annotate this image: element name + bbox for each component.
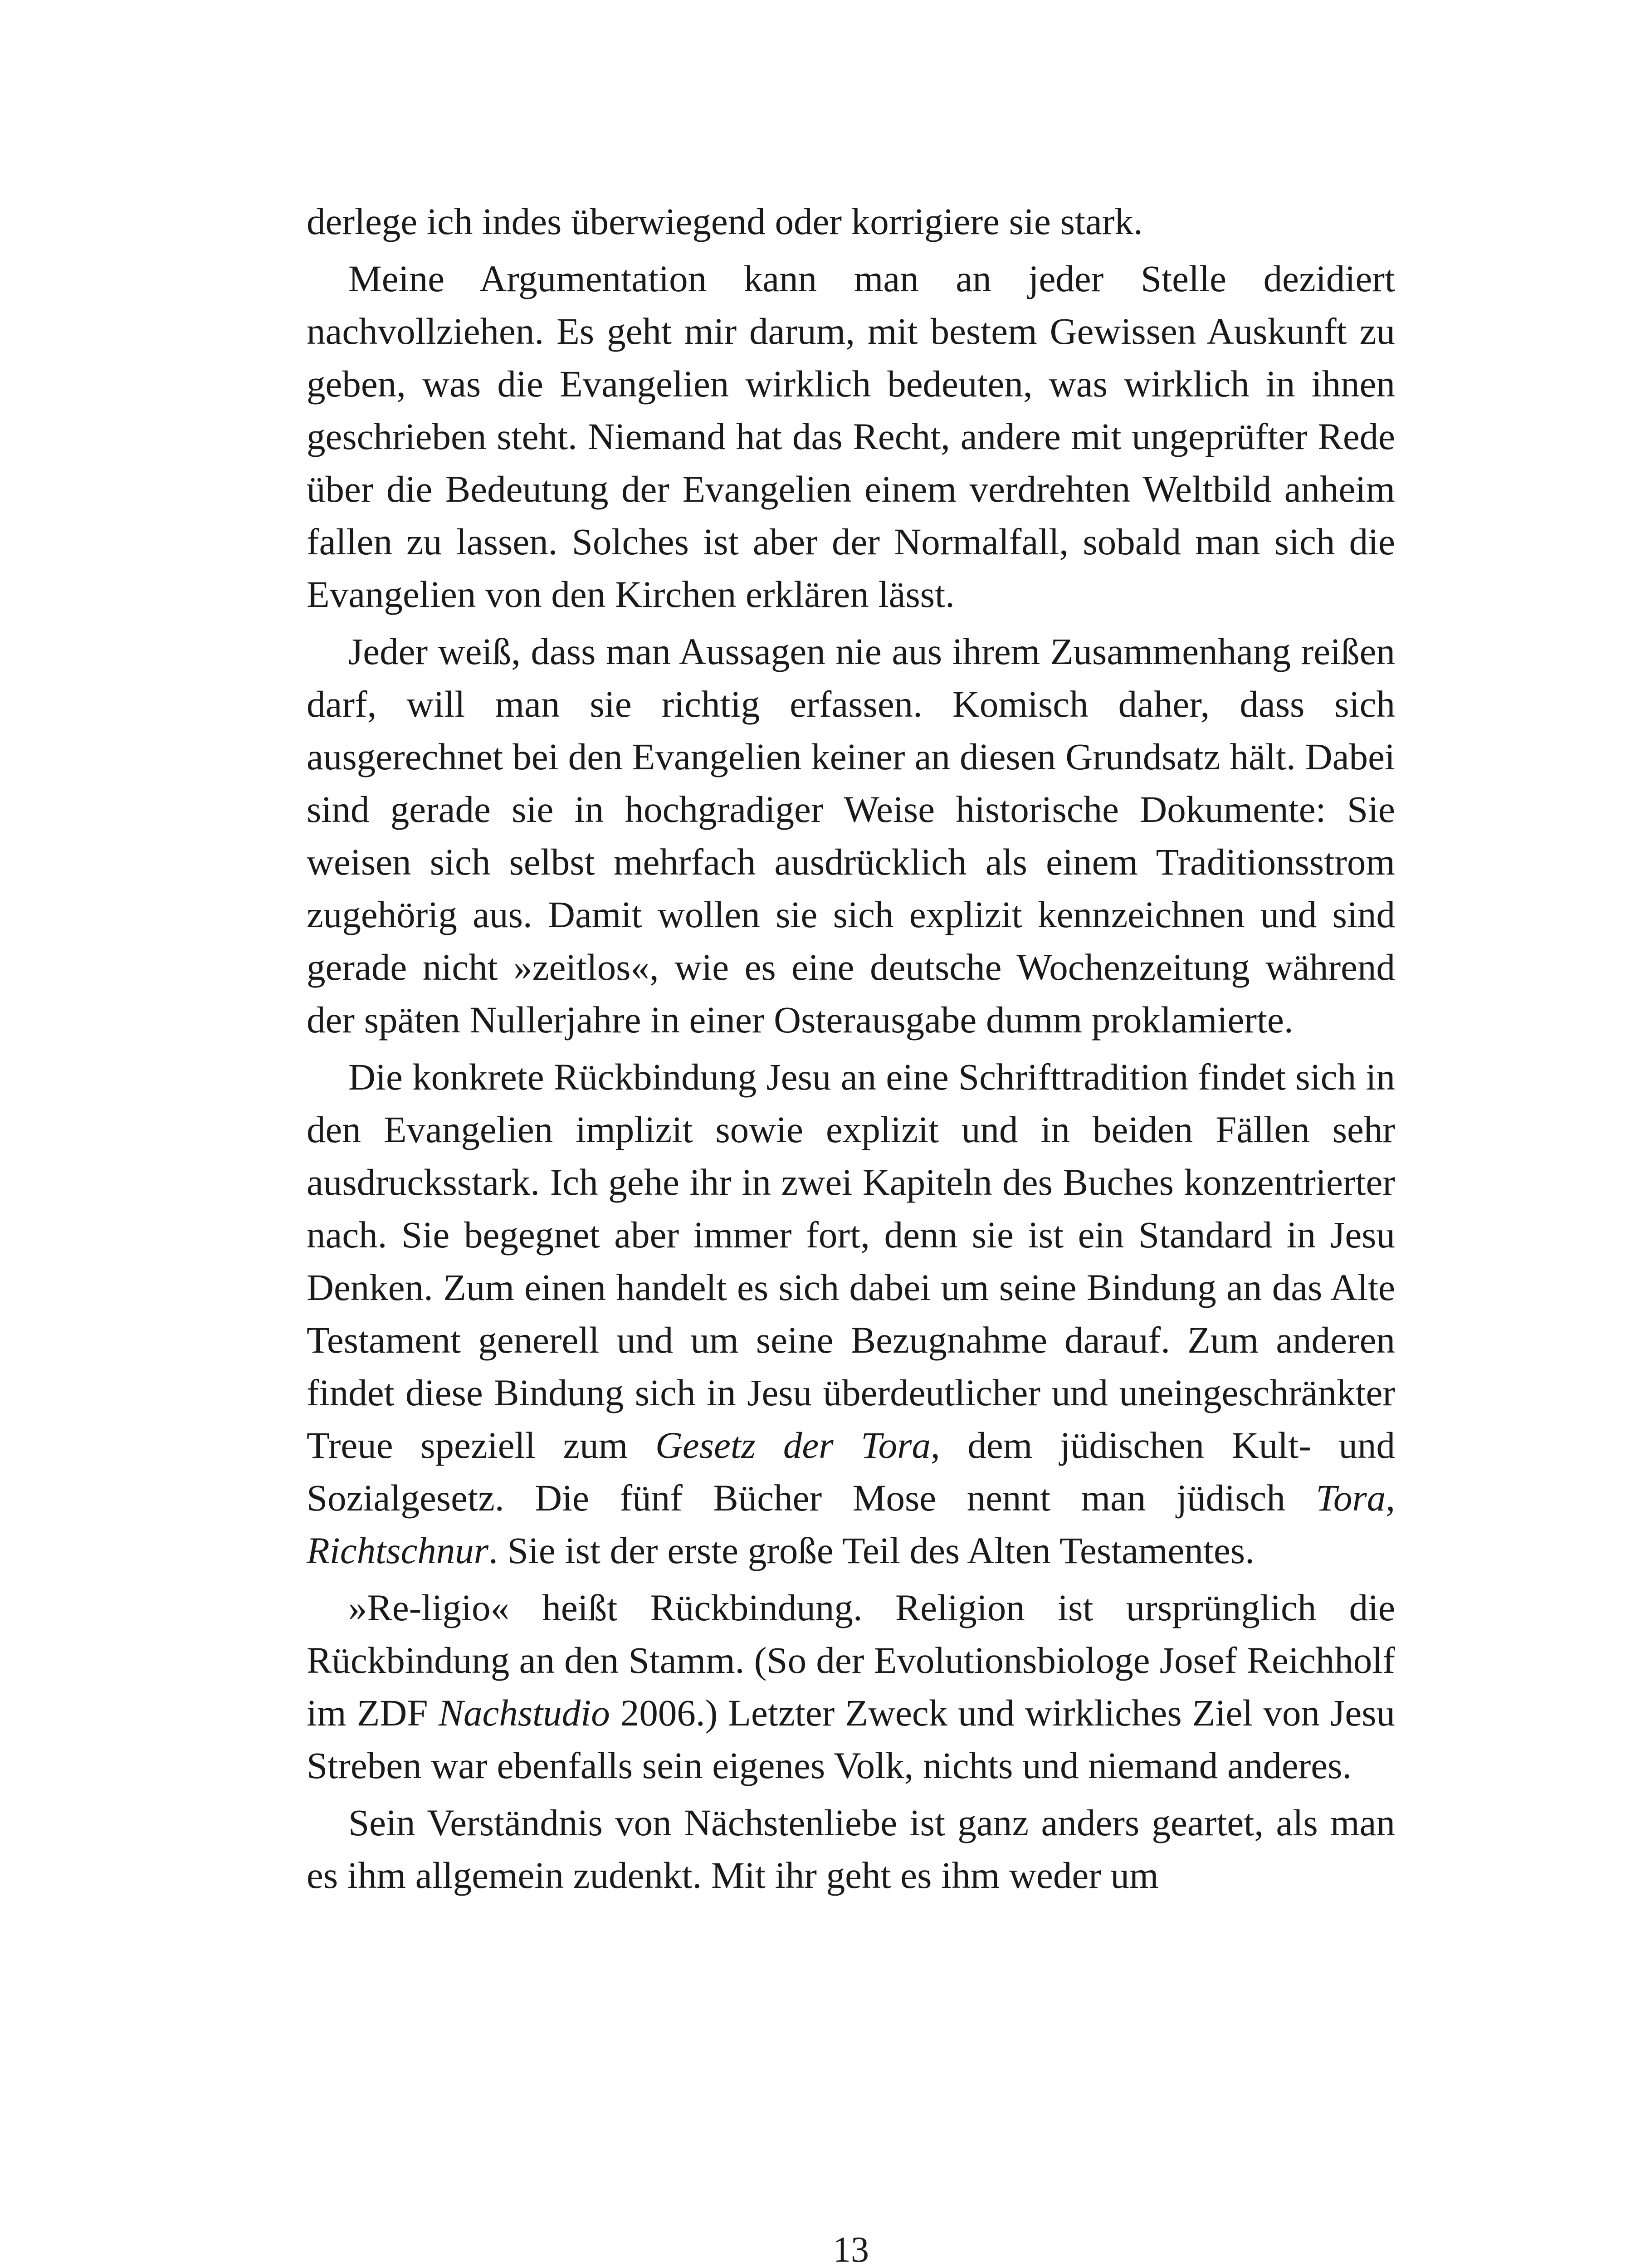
paragraph <box>307 1051 1395 1577</box>
paragraph <box>307 1581 1395 1792</box>
body-text <box>307 195 1395 1901</box>
page-number: 13 <box>833 2230 869 2268</box>
paragraph <box>307 195 1395 248</box>
paragraph <box>307 625 1395 1046</box>
italic-text-run: Tora, Richtschnur <box>307 1477 1395 1571</box>
text-run: , dem jüdischen Kult- und Sozialgesetz. Die fünf Bücher Mose nennt man jüdisch <box>307 1424 1396 1519</box>
paragraph <box>307 252 1395 621</box>
text-run: derlege ich indes überwiegend oder korrigiere sie stark. <box>307 200 1143 242</box>
text-run: Meine Argumentation kann man an jeder Stelle dezidiert nachvollziehen. Es geht mir darum, mit bestem Gewissen Auskunft zu geben, was die Evangelien wirklich bedeuten, was wirklich in ihnen geschrieben steht. Niemand hat das Recht, andere mit ungeprüfter Rede über die Bedeutung der Evangelien einem verdrehten Weltbild anheim fallen zu lassen. Solches ist aber der Normalfall, sobald man sich die Evangelien von den Kirchen erklären lässt. <box>307 258 1395 615</box>
text-run: Sein Verständnis von Nächstenliebe ist ganz anders geartet, als man es ihm allgemein zudenkt. Mit ihr geht es ihm weder um <box>307 1802 1395 1896</box>
text-run: Jeder weiß, dass man Aussagen nie aus ihrem Zusammenhang reißen darf, will man sie richtig erfassen. Komisch daher, dass sich ausgerechnet bei den Evangelien keiner an diesen Grundsatz hält. Dabei sind gerade sie in hochgradiger Weise historische Dokumente: Sie weisen sich selbst mehrfach ausdrücklich als einem Traditionsstrom zugehörig aus. Damit wollen sie sich explizit kennzeichnen und sind gerade nicht »zeitlos«, wie es eine deutsche Wochenzeitung während der späten Nullerjahre in einer Osterausgabe dumm proklamierte. <box>307 631 1395 1041</box>
italic-text-run: Nachstudio <box>438 1692 610 1734</box>
text-run: . Sie ist der erste große Teil des Alten Testamentes. <box>488 1530 1255 1571</box>
text-run: Die konkrete Rückbindung Jesu an eine Schrifttradition findet sich in den Evangelien implizit sowie explizit und in beiden Fällen sehr ausdrucksstark. Ich gehe ihr in zwei Kapiteln des Buches konzentrierter nach. Sie begegnet aber immer fort, denn sie ist ein Standard in Jesu Denken. Zum einen handelt es sich dabei um seine Bindung an das Alte Testament generell und um seine Bezugnahme darauf. Zum anderen findet diese Bindung sich in Jesu überdeutlicher und uneingeschränkter Treue speziell zum <box>307 1056 1395 1466</box>
paragraph <box>307 1796 1395 1901</box>
italic-text-run: Gesetz der Tora <box>655 1424 931 1466</box>
text-run: »Re-ligio« heißt Rückbindung. Religion ist ursprünglich die Rückbindung an den Stamm. (So der Evolutionsbiologe Josef Reichholf im ZDF <box>307 1587 1395 1734</box>
text-run: 2006.) Letzter Zweck und wirkliches Ziel von Jesu Streben war ebenfalls sein eigenes Volk, nichts und niemand anderes. <box>307 1692 1395 1786</box>
